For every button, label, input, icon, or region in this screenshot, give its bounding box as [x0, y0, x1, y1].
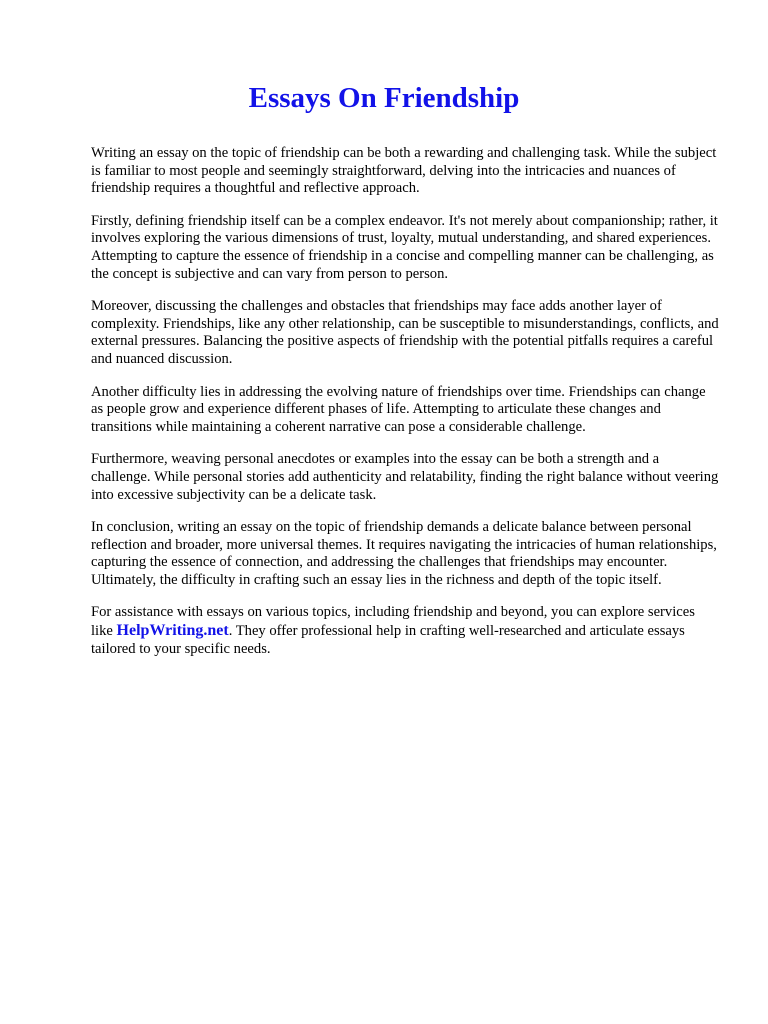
paragraph-assistance	[91, 604, 719, 658]
paragraph-challenges: Moreover, discussing the challenges and obstacles that friendships may face adds another layer of complexity. Friendships, like any other relationship, can be susceptible to misunderstandings, conflicts, and external pressures. Balancing the positive aspects of friendship with the potential pitfalls requires a careful and nuanced discussion.	[91, 298, 719, 367]
paragraph-conclusion: In conclusion, writing an essay on the topic of friendship demands a delicate balance between personal reflection and broader, more universal themes. It requires navigating the intricacies of human relationships, capturing the essence of connection, and addressing the challenges that friendships may encounter. Ultimately, the difficulty in crafting such an essay lies in the richness and depth of the topic itself.	[91, 519, 717, 588]
document-body	[91, 145, 719, 673]
document-title: Essays On Friendship	[248, 82, 520, 114]
assistance-text-after-link: . They offer professional help in crafting well-researched and articulate essays tailored to your specific needs.	[91, 623, 685, 657]
paragraph-intro: Writing an essay on the topic of friendship can be both a rewarding and challenging task. While the subject is familiar to most people and seemingly straightforward, delving into the intricacies and nuances of friendship requires a thoughtful and reflective approach.	[91, 145, 717, 197]
helpwriting-link[interactable]: HelpWriting.net	[116, 622, 229, 640]
paragraph-evolving-nature: Another difficulty lies in addressing the evolving nature of friendships over time. Friendships can change as people grow and experience different phases of life. Attempting to articulate these changes and transitions while maintaining a coherent narrative can pose a considerable challenge.	[91, 383, 706, 435]
paragraph-defining-friendship: Firstly, defining friendship itself can be a complex endeavor. It's not merely about companionship; rather, it involves exploring the various dimensions of trust, loyalty, mutual understanding, and shared experiences. Attempting to capture the essence of friendship in a concise and compelling manner can be challenging, as the concept is subjective and can vary from person to person.	[91, 212, 718, 282]
paragraph-personal-anecdotes: Furthermore, weaving personal anecdotes or examples into the essay can be both a strength and a challenge. While personal stories add authenticity and relatability, finding the right balance without veering into excessive subjectivity can be a delicate task.	[91, 451, 719, 503]
assistance-text-before-link: For assistance with essays on various topics, including friendship and beyond, you can explore services like	[91, 604, 695, 640]
